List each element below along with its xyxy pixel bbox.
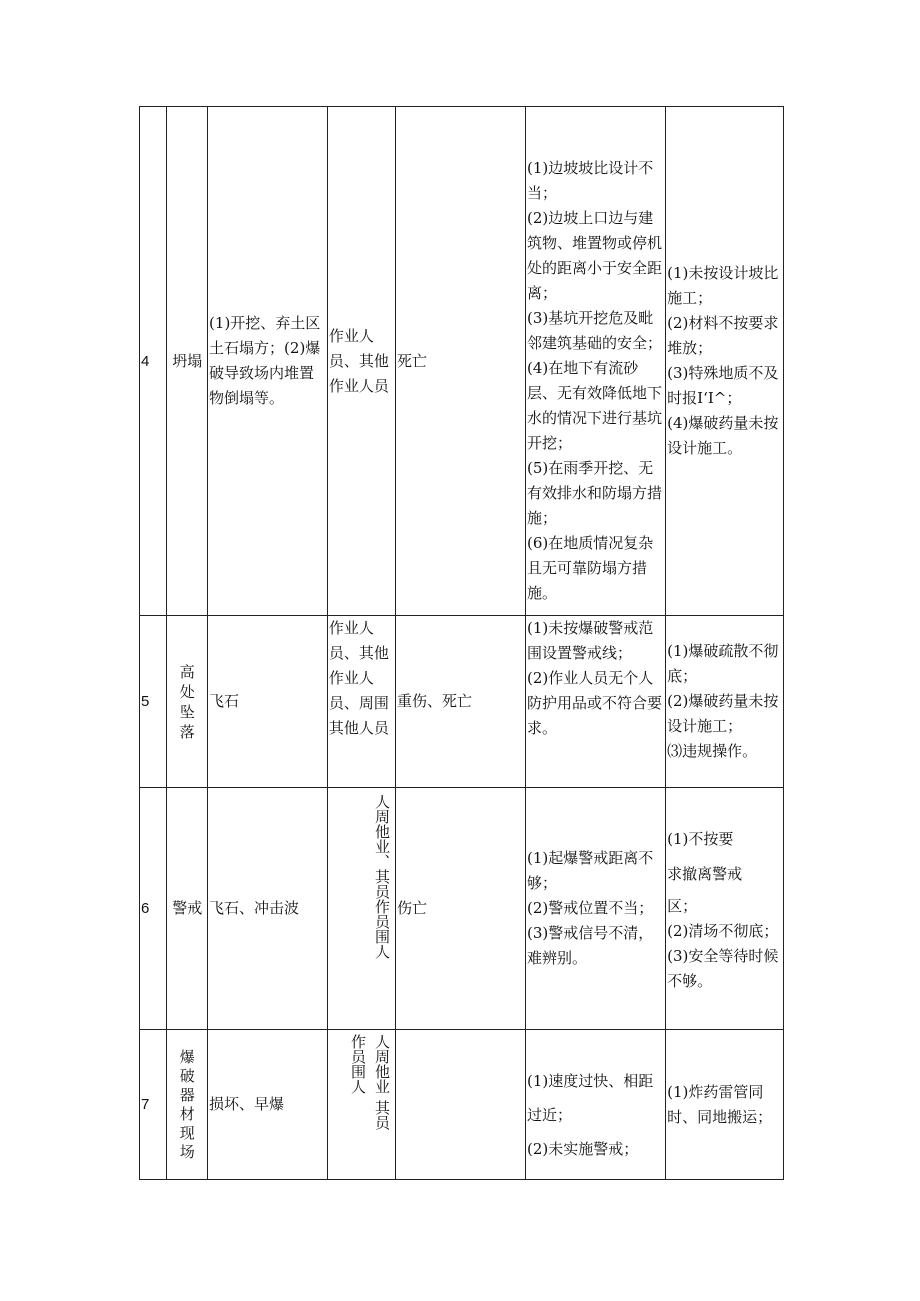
table-row — [140, 616, 784, 788]
list-item: (3)警戒信号不清，难辨别。 — [526, 924, 654, 967]
risk-cause: 飞石、冲击波 — [208, 788, 328, 1030]
list-item: (6)在地质情况复杂且无可靠防塌方措施。 — [526, 534, 654, 602]
list-item: (2)边坡上口边与建筑物、堆置物或停机处的距离小于安全距离； — [526, 209, 662, 302]
list-item: ⑶违规操作。 — [667, 742, 758, 760]
risk-name — [167, 788, 208, 1030]
hazard-list — [525, 788, 665, 1030]
list-item: (1)未按设计坡比施工； — [667, 264, 779, 307]
risk-name-text: 坍塌 — [172, 351, 203, 370]
affected-persons-text: 人周他业 — [372, 1034, 391, 1094]
risk-cause: (1)开挖、弃土区土石塌方；(2)爆破导致场内堆置物倒塌等。 — [208, 107, 328, 616]
list-item: 求撤离警戒 — [667, 864, 743, 883]
table-row — [140, 107, 784, 616]
list-item: (1)速度过快、相距过近； — [526, 1071, 654, 1124]
risk-name-text: 爆破器材现场 — [179, 1047, 195, 1161]
list-item: (1)不按要 — [667, 829, 734, 848]
affected-persons-text: 作员围人 — [348, 1034, 367, 1094]
list-item: (1)炸药雷管同时、同地搬运； — [667, 1082, 773, 1126]
affected-persons: 作业人员、其他作业人员、周围其他人员 — [327, 616, 395, 788]
list-item: (4)爆破药量未按设计施工。 — [667, 414, 779, 457]
measure-list — [666, 1030, 784, 1180]
list-item: (5)在雨季开挖、无有效排水和防塌方措施； — [526, 459, 662, 527]
affected-persons-text: 其员 — [372, 1100, 391, 1130]
list-item: (2)警戒位置不当； — [526, 899, 654, 917]
risk-name — [167, 1030, 208, 1180]
list-item: (2)材料不按要求堆放； — [667, 314, 779, 357]
list-item: (2)爆破药量未按设计施工； — [667, 692, 779, 735]
list-item: 区； — [667, 896, 698, 915]
list-item: (1)未按爆破警戒范围设置警戒线； — [526, 619, 654, 662]
list-item: (1)爆破疏散不彻底； — [667, 642, 779, 685]
risk-cause: 飞石 — [208, 616, 328, 788]
list-item: (2)清场不彻底； — [667, 921, 779, 940]
risk-table — [139, 106, 784, 1180]
consequence: 伤亡 — [395, 788, 525, 1030]
affected-persons — [327, 1030, 395, 1180]
hazard-list — [525, 107, 665, 616]
list-item: (1)起爆警戒距离不够； — [526, 849, 654, 892]
risk-name — [167, 107, 208, 616]
list-item: (3)安全等待时候不够。 — [667, 946, 779, 990]
list-item: (3)特殊地质不及时报I‘I^； — [667, 364, 779, 407]
row-number: 6 — [140, 788, 167, 1030]
list-item: (1)边坡坡比设计不当； — [526, 159, 654, 202]
risk-name-text: 警戒 — [172, 899, 203, 917]
measure-list — [666, 107, 784, 616]
table-row — [140, 788, 784, 1030]
affected-persons-text: 人周他业、其员作员围人 — [372, 794, 391, 959]
row-number: 4 — [140, 107, 167, 616]
consequence: 重伤、死亡 — [395, 616, 525, 788]
affected-persons: 作业人员、其他作业人员 — [327, 107, 395, 616]
list-item: (2)未实施警戒； — [526, 1139, 639, 1158]
row-number: 7 — [140, 1030, 167, 1180]
affected-persons — [327, 788, 395, 1030]
table-row — [140, 1030, 784, 1180]
risk-name-text: 高处坠落 — [179, 662, 195, 741]
hazard-list — [525, 1030, 665, 1180]
measure-list — [666, 616, 784, 788]
risk-cause: 损坏、早爆 — [208, 1030, 328, 1180]
measure-list — [666, 788, 784, 1030]
consequence — [395, 1030, 525, 1180]
consequence: 死亡 — [395, 107, 525, 616]
list-item: (2)作业人员无个人防护用品或不符合要求。 — [526, 669, 662, 737]
list-item: (3)基坑开挖危及毗邻建筑基础的安全； — [526, 309, 662, 352]
risk-name — [167, 616, 208, 788]
list-item: (4)在地下有流砂层、无有效降低地下水的情况下进行基坑开挖； — [526, 359, 662, 452]
row-number: 5 — [140, 616, 167, 788]
hazard-list — [525, 616, 665, 788]
